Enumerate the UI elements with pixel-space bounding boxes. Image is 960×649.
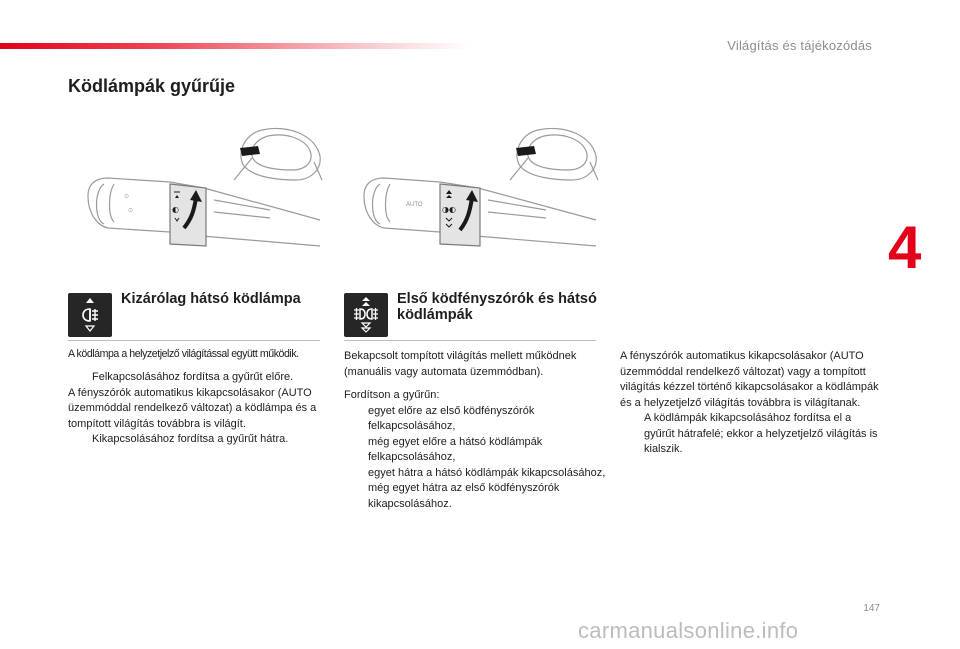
svg-text:⊙: ⊙ [124, 194, 130, 200]
section-divider [344, 340, 596, 341]
list-item: még egyet hátra az első ködfényszórók kikapcsolásához. [368, 482, 560, 510]
front-rear-fog-lamp-icon [344, 293, 388, 337]
svg-text:⊙: ⊙ [128, 208, 134, 214]
front-rear-fog-instructions [344, 349, 606, 512]
page-number: 147 [863, 603, 880, 614]
list-item: A ködlámpák kikapcsolásához fordítsa el a gyűrűt hátrafelé; ekkor a helyzetjelző világítás is kialszik. [644, 412, 878, 455]
paragraph: Fordítson a gyűrűn: [344, 389, 440, 401]
svg-text:◑◐: ◑◐ [442, 205, 456, 214]
paragraph: A fényszórók automatikus kikapcsolásakor (AUTO üzemmóddal rendelkező változat) a ködlámpa és a tompított világítás továbbra is világít. [68, 386, 317, 430]
section-divider [68, 340, 320, 341]
list-item: Kikapcsolásához fordítsa a gyűrűt hátra. [92, 433, 289, 445]
stalk-tip-icon [240, 146, 260, 156]
rear-fog-instructions [68, 370, 326, 448]
list-item: még egyet előre a hátsó ködlámpák felkapcsolásához, [368, 435, 543, 463]
rear-fog-lamp-icon [68, 293, 112, 337]
section-heading-rear-fog: Kizárólag hátsó ködlámpa [121, 291, 301, 307]
fog-lamp-note [620, 349, 882, 458]
section-heading-front-rear-fog: Első ködfényszórók és hátsó ködlámpák [397, 291, 597, 324]
header-accent-bar [0, 43, 470, 49]
svg-text:◐: ◐ [172, 205, 179, 214]
stalk-auto-label: AUTO [406, 202, 423, 208]
list-item: egyet hátra a hátsó ködlámpák kikapcsolásához, [368, 466, 606, 479]
paragraph: A fényszórók automatikus kikapcsolásakor (AUTO üzemmóddal rendelkező változat) vagy a tompított világítás kézzel történő kikapcsolásakor a ködlámpák és a helyzetjelző világítás továbbra is világítanak. [620, 350, 879, 409]
fog-ring-icon [170, 184, 206, 246]
page-title: Ködlámpák gyűrűje [68, 76, 236, 96]
list-item: egyet előre az első ködfényszórók felkapcsolásához, [368, 404, 535, 432]
chapter-number: 4 [888, 214, 922, 281]
fog-ring-icon [440, 184, 480, 246]
list-item: Felkapcsolásához fordítsa a gyűrűt előre. [92, 371, 294, 383]
chapter-title: Világítás és tájékozódás [727, 38, 872, 53]
light-stalk-rear-fog-illustration [84, 118, 324, 258]
light-stalk-front-rear-fog-illustration [360, 118, 600, 258]
watermark: carmanualsonline.info [578, 618, 799, 643]
rear-fog-caption: A ködlámpa a helyzetjelző világítással együtt működik. [68, 348, 299, 360]
paragraph: Bekapcsolt tompított világítás mellett működnek (manuális vagy automata üzemmódban). [344, 350, 577, 378]
stalk-tip-icon [516, 146, 536, 156]
